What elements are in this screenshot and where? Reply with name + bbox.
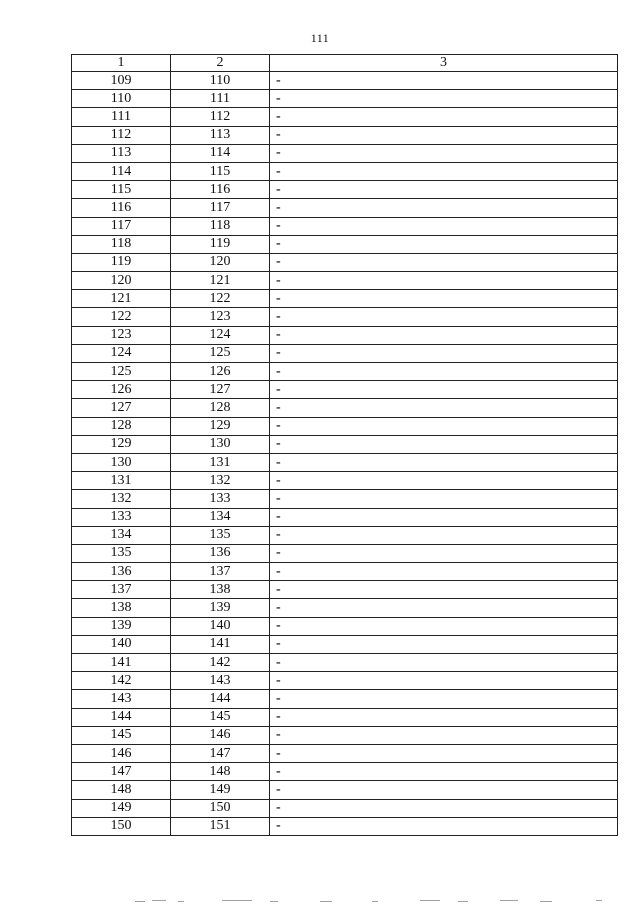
cell-col-1: 134: [72, 526, 171, 544]
cell-col-3: -: [270, 708, 618, 726]
cell-col-2: 112: [171, 108, 270, 126]
column-header-3: 3: [270, 55, 618, 72]
cell-col-2: 145: [171, 708, 270, 726]
cell-col-3: -: [270, 108, 618, 126]
cell-col-2: 122: [171, 290, 270, 308]
table-row: [72, 490, 618, 508]
cell-col-2: 142: [171, 654, 270, 672]
cell-col-1: 111: [72, 108, 171, 126]
cell-col-2: 128: [171, 399, 270, 417]
table-row: [72, 144, 618, 162]
cell-col-1: 110: [72, 90, 171, 108]
table-row: [72, 108, 618, 126]
table-row: [72, 781, 618, 799]
cell-col-2: 124: [171, 326, 270, 344]
cell-col-3: -: [270, 726, 618, 744]
table-row: [72, 635, 618, 653]
cell-col-3: -: [270, 581, 618, 599]
table-row: [72, 817, 618, 835]
table-row: [72, 763, 618, 781]
cell-col-3: -: [270, 508, 618, 526]
table-row: [72, 253, 618, 271]
cell-col-1: 136: [72, 563, 171, 581]
cell-col-3: -: [270, 490, 618, 508]
cell-col-3: -: [270, 781, 618, 799]
cell-col-3: -: [270, 744, 618, 762]
cell-col-3: -: [270, 363, 618, 381]
cell-col-2: 135: [171, 526, 270, 544]
table-row: [72, 708, 618, 726]
footer-scan-artifact: [0, 898, 640, 905]
cell-col-1: 142: [72, 672, 171, 690]
table-row: [72, 435, 618, 453]
cell-col-3: -: [270, 326, 618, 344]
table-row: [72, 399, 618, 417]
cell-col-2: 149: [171, 781, 270, 799]
table-row: [72, 199, 618, 217]
cell-col-1: 119: [72, 253, 171, 271]
table-row: [72, 599, 618, 617]
cell-col-1: 143: [72, 690, 171, 708]
table-row: [72, 417, 618, 435]
cell-col-3: -: [270, 290, 618, 308]
cell-col-2: 132: [171, 472, 270, 490]
cell-col-1: 137: [72, 581, 171, 599]
cell-col-3: -: [270, 635, 618, 653]
table-row: [72, 508, 618, 526]
cell-col-1: 115: [72, 181, 171, 199]
cell-col-3: -: [270, 617, 618, 635]
cell-col-1: 113: [72, 144, 171, 162]
cell-col-2: 148: [171, 763, 270, 781]
cell-col-1: 116: [72, 199, 171, 217]
cell-col-2: 144: [171, 690, 270, 708]
table-header: [72, 55, 618, 72]
cell-col-3: -: [270, 799, 618, 817]
cell-col-3: -: [270, 417, 618, 435]
cell-col-2: 110: [171, 72, 270, 90]
cell-col-1: 129: [72, 435, 171, 453]
cell-col-1: 123: [72, 326, 171, 344]
cell-col-3: -: [270, 690, 618, 708]
cell-col-2: 133: [171, 490, 270, 508]
cell-col-1: 125: [72, 363, 171, 381]
cell-col-2: 121: [171, 272, 270, 290]
cell-col-1: 150: [72, 817, 171, 835]
cell-col-2: 125: [171, 344, 270, 362]
table-row: [72, 690, 618, 708]
column-header-2: 2: [171, 55, 270, 72]
table-body: [72, 72, 618, 836]
cell-col-3: -: [270, 272, 618, 290]
cell-col-3: -: [270, 72, 618, 90]
table-row: [72, 799, 618, 817]
cell-col-3: -: [270, 344, 618, 362]
cell-col-2: 138: [171, 581, 270, 599]
cell-col-3: -: [270, 399, 618, 417]
table-row: [72, 726, 618, 744]
cell-col-1: 121: [72, 290, 171, 308]
cell-col-3: -: [270, 599, 618, 617]
cell-col-2: 113: [171, 126, 270, 144]
table-row: [72, 381, 618, 399]
cell-col-2: 118: [171, 217, 270, 235]
cell-col-2: 150: [171, 799, 270, 817]
cell-col-1: 117: [72, 217, 171, 235]
cell-col-1: 138: [72, 599, 171, 617]
cell-col-3: -: [270, 144, 618, 162]
cell-col-3: -: [270, 672, 618, 690]
cell-col-2: 143: [171, 672, 270, 690]
table-row: [72, 744, 618, 762]
cell-col-2: 120: [171, 253, 270, 271]
cell-col-1: 145: [72, 726, 171, 744]
cell-col-2: 139: [171, 599, 270, 617]
cell-col-3: -: [270, 763, 618, 781]
table-row: [72, 272, 618, 290]
cell-col-2: 136: [171, 544, 270, 562]
cell-col-3: -: [270, 453, 618, 471]
data-table: [71, 54, 618, 836]
cell-col-1: 127: [72, 399, 171, 417]
cell-col-3: -: [270, 181, 618, 199]
table-row: [72, 453, 618, 471]
cell-col-3: -: [270, 253, 618, 271]
table-row: [72, 235, 618, 253]
cell-col-2: 111: [171, 90, 270, 108]
page-number: 111: [310, 31, 330, 45]
cell-col-1: 130: [72, 453, 171, 471]
cell-col-1: 146: [72, 744, 171, 762]
cell-col-3: -: [270, 126, 618, 144]
table-row: [72, 290, 618, 308]
cell-col-1: 112: [72, 126, 171, 144]
cell-col-1: 135: [72, 544, 171, 562]
table-row: [72, 363, 618, 381]
cell-col-3: -: [270, 654, 618, 672]
cell-col-2: 130: [171, 435, 270, 453]
table-row: [72, 654, 618, 672]
table-row: [72, 581, 618, 599]
cell-col-2: 151: [171, 817, 270, 835]
table-row: [72, 181, 618, 199]
cell-col-2: 117: [171, 199, 270, 217]
table-row: [72, 563, 618, 581]
cell-col-1: 141: [72, 654, 171, 672]
cell-col-2: 146: [171, 726, 270, 744]
cell-col-2: 131: [171, 453, 270, 471]
cell-col-2: 141: [171, 635, 270, 653]
cell-col-3: -: [270, 381, 618, 399]
cell-col-3: -: [270, 308, 618, 326]
cell-col-2: 123: [171, 308, 270, 326]
cell-col-1: 124: [72, 344, 171, 362]
cell-col-1: 120: [72, 272, 171, 290]
cell-col-1: 126: [72, 381, 171, 399]
table-row: [72, 617, 618, 635]
cell-col-3: -: [270, 435, 618, 453]
cell-col-2: 126: [171, 363, 270, 381]
cell-col-3: -: [270, 544, 618, 562]
cell-col-1: 118: [72, 235, 171, 253]
cell-col-1: 148: [72, 781, 171, 799]
cell-col-3: -: [270, 217, 618, 235]
cell-col-1: 114: [72, 162, 171, 180]
cell-col-1: 131: [72, 472, 171, 490]
cell-col-1: 147: [72, 763, 171, 781]
column-header-1: 1: [72, 55, 171, 72]
cell-col-3: -: [270, 817, 618, 835]
cell-col-1: 139: [72, 617, 171, 635]
header-row: [72, 55, 618, 72]
cell-col-3: -: [270, 162, 618, 180]
cell-col-3: -: [270, 526, 618, 544]
table-row: [72, 308, 618, 326]
cell-col-2: 129: [171, 417, 270, 435]
cell-col-3: -: [270, 472, 618, 490]
cell-col-2: 115: [171, 162, 270, 180]
cell-col-2: 116: [171, 181, 270, 199]
cell-col-2: 119: [171, 235, 270, 253]
table-row: [72, 344, 618, 362]
cell-col-3: -: [270, 90, 618, 108]
cell-col-3: -: [270, 563, 618, 581]
cell-col-1: 133: [72, 508, 171, 526]
cell-col-1: 132: [72, 490, 171, 508]
cell-col-3: -: [270, 235, 618, 253]
cell-col-2: 140: [171, 617, 270, 635]
cell-col-1: 128: [72, 417, 171, 435]
table-row: [72, 544, 618, 562]
table-row: [72, 72, 618, 90]
table-row: [72, 526, 618, 544]
table-row: [72, 672, 618, 690]
table-row: [72, 472, 618, 490]
cell-col-3: -: [270, 199, 618, 217]
cell-col-1: 144: [72, 708, 171, 726]
table-row: [72, 90, 618, 108]
table-row: [72, 162, 618, 180]
table-row: [72, 326, 618, 344]
cell-col-1: 140: [72, 635, 171, 653]
table-row: [72, 126, 618, 144]
cell-col-2: 137: [171, 563, 270, 581]
table-row: [72, 217, 618, 235]
cell-col-1: 109: [72, 72, 171, 90]
cell-col-1: 122: [72, 308, 171, 326]
cell-col-2: 134: [171, 508, 270, 526]
cell-col-2: 127: [171, 381, 270, 399]
cell-col-2: 114: [171, 144, 270, 162]
cell-col-1: 149: [72, 799, 171, 817]
cell-col-2: 147: [171, 744, 270, 762]
